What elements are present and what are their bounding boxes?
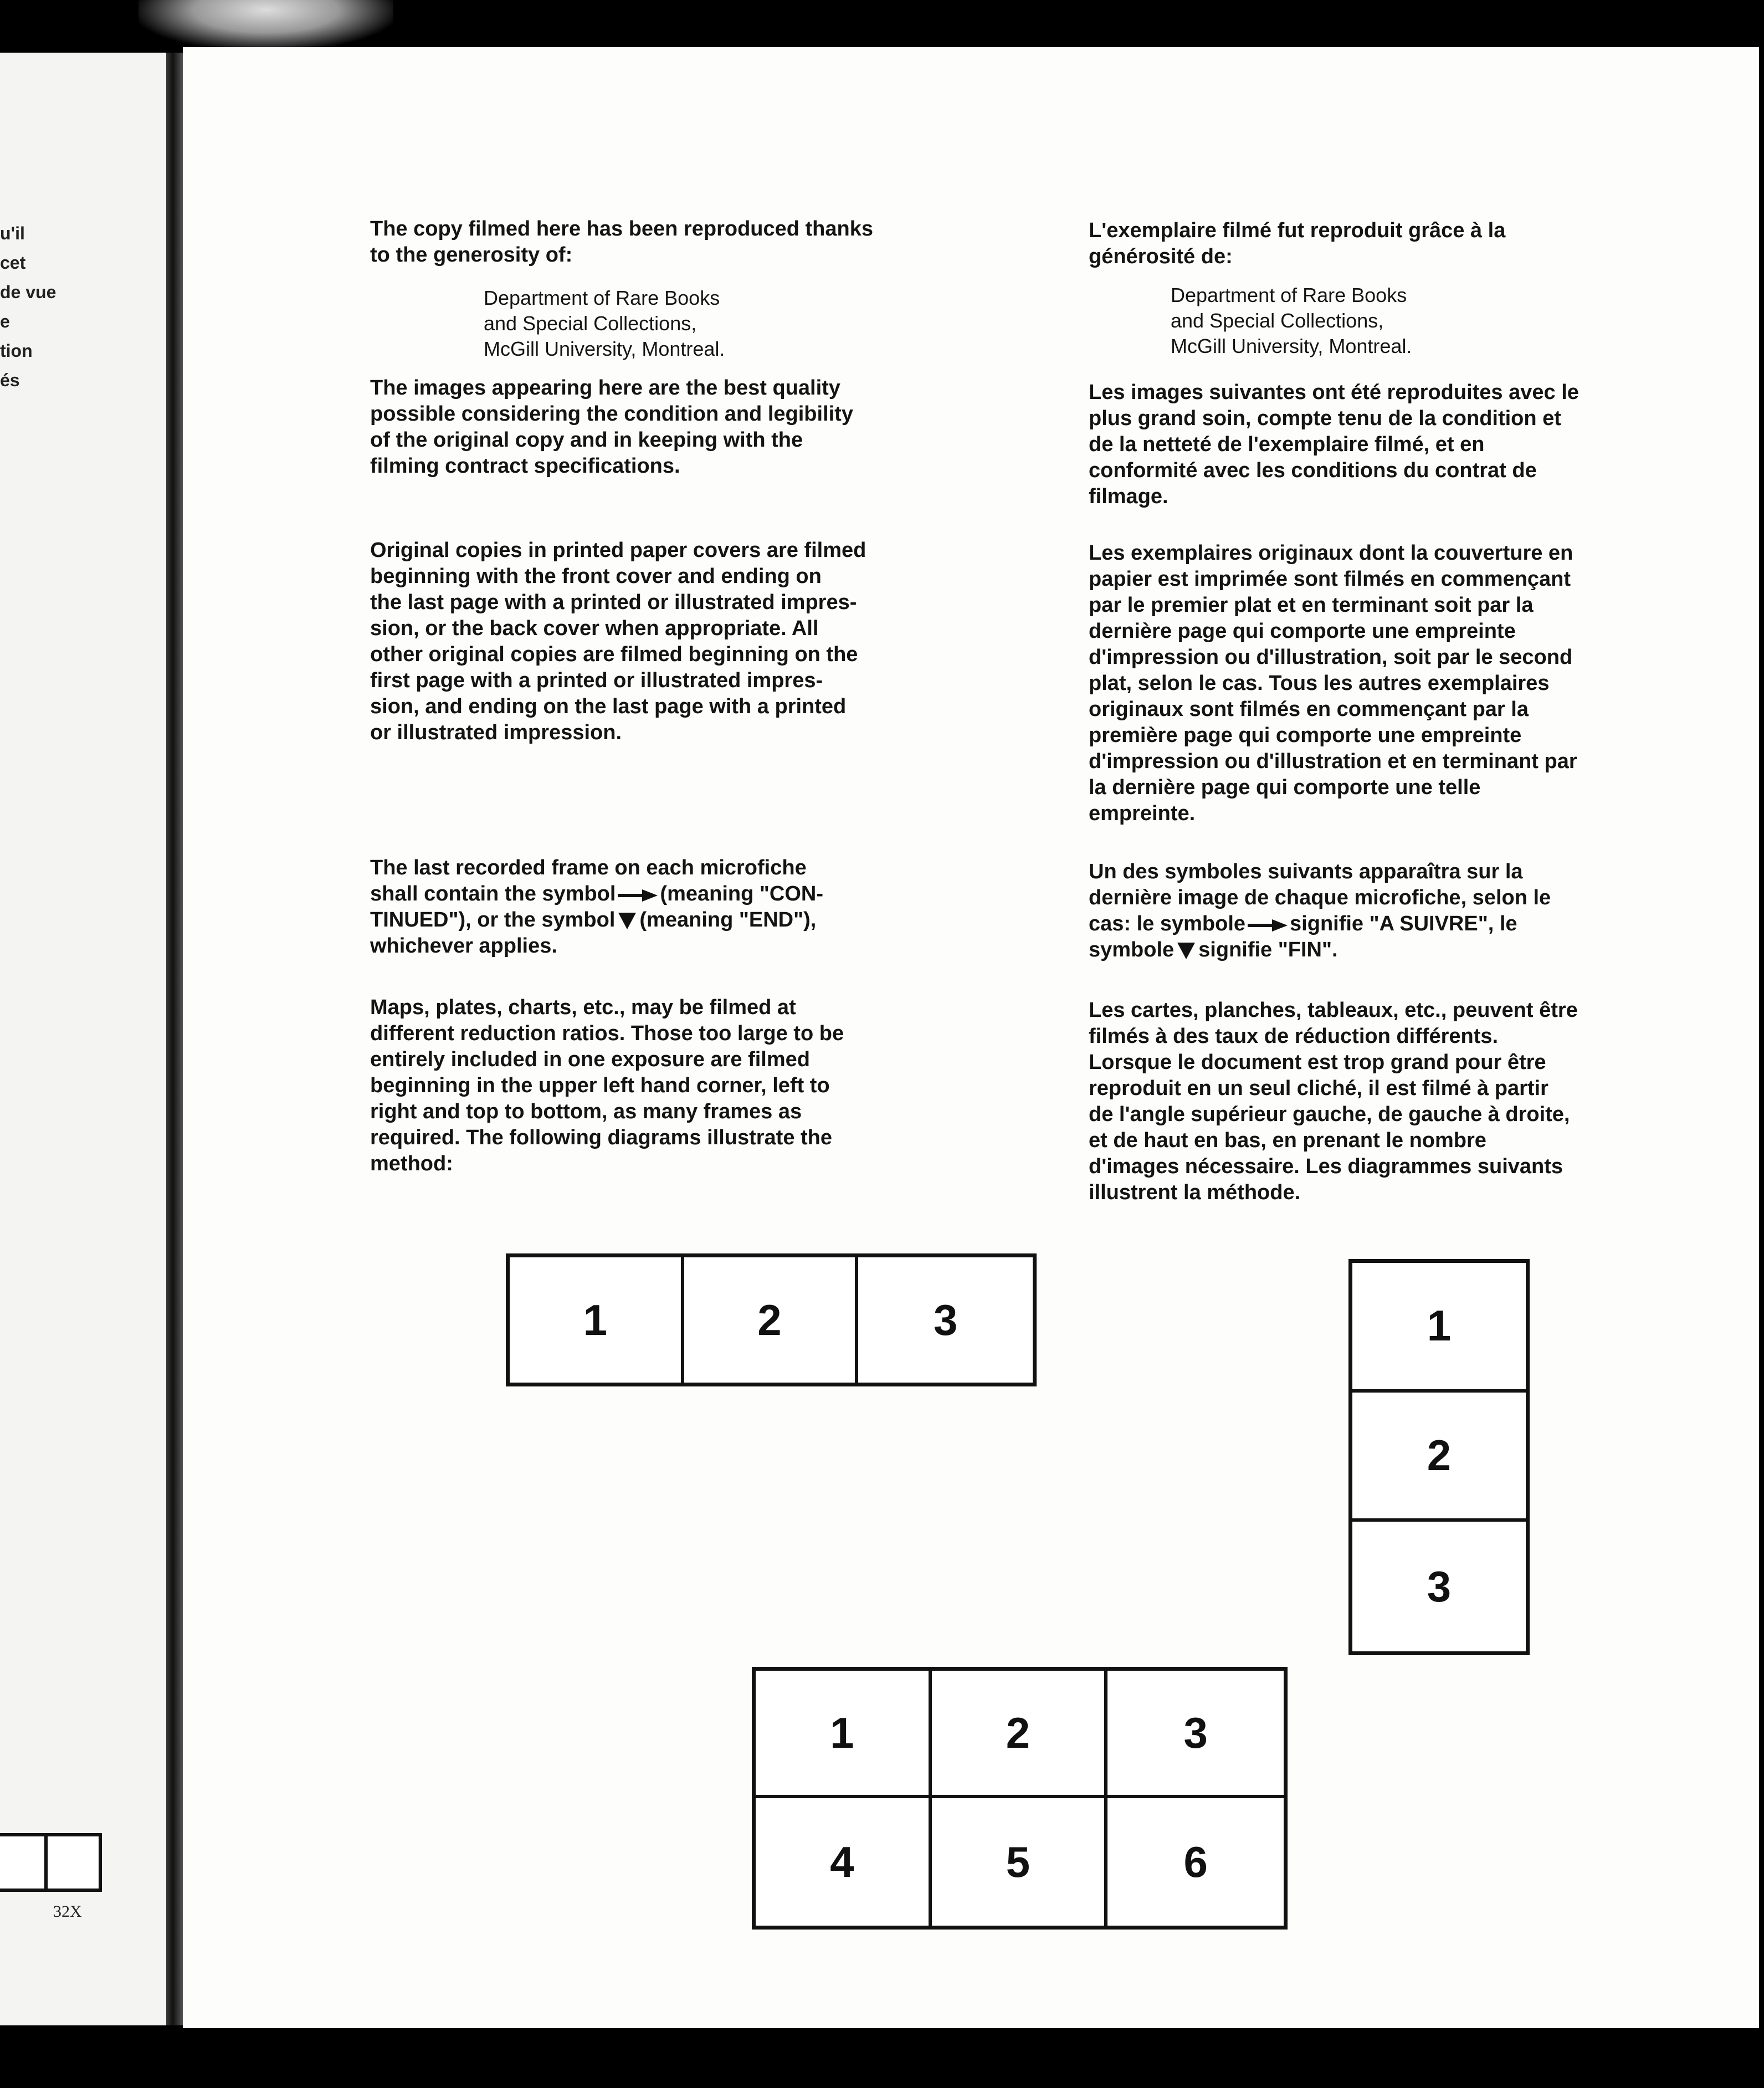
- frame-cell: 2: [1352, 1393, 1526, 1522]
- english-intro: [370, 216, 980, 268]
- english-quality-text: The images appearing here are the best quality possible considering the condition and legibility of the original copy and in keeping with the filming contract specifications.: [370, 376, 853, 478]
- english-quality: [370, 375, 980, 479]
- left-diagram-cell: [44, 1833, 102, 1892]
- frame-cell: 1: [1352, 1263, 1526, 1393]
- french-symbols: [1089, 859, 1687, 963]
- left-diagram-cell: [0, 1833, 48, 1892]
- frame-cell: 1: [510, 1257, 684, 1383]
- french-originals: [1089, 540, 1687, 827]
- frame-cell: 3: [1427, 1562, 1452, 1611]
- fragment-line: e: [0, 311, 10, 331]
- arrow-continued-icon: [1248, 919, 1288, 930]
- frame-cell: 2: [932, 1671, 1108, 1798]
- fragment-line: tion: [0, 341, 33, 361]
- english-originals-text: Original copies in printed paper covers are filmed beginning with the front cover and ending on the last page with a printed or illustrated impres- sion, or the back cover when appropriate. All other original copies are filmed beginning on the first page with a printed or illustrated impres- sion, and ending on the last page with a printed or illustrated impression.: [370, 539, 866, 744]
- french-symbols-text-1: Un des symboles suivants apparaîtra sur la dernière image de chaque microfiche, selon le cas: le symbole: [1089, 860, 1551, 935]
- frame-cell: 1: [756, 1671, 932, 1798]
- french-originals-text: Les exemplaires originaux dont la couverture en papier est imprimée sont filmés en commençant par le premier plat et en terminant soit par la dernière page qui comporte une empreinte d'impression ou d'illustration, soit par le second plat, selon le cas. Tous les autres exemplaires originaux sont filmés en commençant par la première page qui comporte une empreinte d'impression ou d'illustration et en terminant par la dernière page qui comporte une telle empreinte.: [1089, 541, 1577, 825]
- diagram-vertical: [1348, 1259, 1530, 1655]
- frame-cell: 3: [933, 1295, 958, 1344]
- english-symbols-text-2: (meaning "CON- TINUED"), or the symbol: [370, 882, 823, 932]
- frame-cell: 5: [932, 1798, 1108, 1926]
- frame-cell: 3: [1107, 1671, 1284, 1798]
- fragment-line: és: [0, 370, 20, 390]
- french-intro: [1089, 218, 1687, 270]
- english-originals: [370, 538, 980, 746]
- arrow-continued-icon: [618, 889, 658, 900]
- frame-cell: 6: [1183, 1837, 1208, 1886]
- diagram-grid: [752, 1667, 1288, 1930]
- french-maps-text: Les cartes, planches, tableaux, etc., peuvent être filmés à des taux de réduction différents. Lorsque le document est trop grand pour être reproduit en un seul cliché, il est filmé à partir de l'angle supérieur gauche, de gauche à droite, et de haut en bas, en prenant le nombre d'images nécessaire. Les diagrammes suivants illustrent la méthode.: [1089, 999, 1578, 1204]
- frame-cell: 2: [684, 1257, 859, 1383]
- left-page-text: [0, 219, 56, 395]
- fragment-line: de vue: [0, 282, 57, 302]
- triangle-end-icon: [1177, 943, 1195, 959]
- scan-artifact: [139, 0, 393, 50]
- fragment-line: cet: [0, 253, 26, 273]
- english-symbols: [370, 855, 980, 959]
- english-address: Department of Rare Books and Special Collections, McGill University, Montreal.: [484, 286, 725, 360]
- diagram-horizontal: [506, 1253, 1037, 1386]
- french-maps: [1089, 997, 1687, 1206]
- french-symbols-text-2: signifie "A SUIVRE", le symbole: [1089, 912, 1517, 961]
- triangle-end-icon: [618, 913, 636, 929]
- french-intro-text: L'exemplaire filmé fut reproduit grâce à la générosité de:: [1089, 219, 1506, 268]
- reduction-caption: 32X: [53, 1902, 82, 1921]
- fragment-line: u'il: [0, 223, 25, 243]
- french-address: Department of Rare Books and Special Collections, McGill University, Montreal.: [1171, 284, 1412, 357]
- book-gutter: [166, 53, 183, 2025]
- french-quality: [1089, 380, 1687, 510]
- french-symbols-text-3: signifie "FIN".: [1198, 938, 1338, 961]
- english-symbols-text-3: (meaning "END"), whichever applies.: [370, 908, 817, 958]
- english-intro-text: The copy filmed here has been reproduced thanks to the generosity of:: [370, 217, 874, 267]
- english-maps-text: Maps, plates, charts, etc., may be filmed at different reduction ratios. Those too large to be entirely included in one exposure are filmed beginning in the upper left hand corner, left to right and top to bottom, as many frames as required. The following diagrams illustrate the method:: [370, 996, 844, 1175]
- english-symbols-text-1: The last recorded frame on each microfiche shall contain the symbol: [370, 856, 807, 905]
- english-maps: [370, 995, 980, 1177]
- frame-cell: 4: [756, 1798, 932, 1926]
- french-quality-text: Les images suivantes ont été reproduites avec le plus grand soin, compte tenu de la condition et de la netteté de l'exemplaire filmé, et en conformité avec les conditions du contrat de filmage.: [1089, 381, 1579, 508]
